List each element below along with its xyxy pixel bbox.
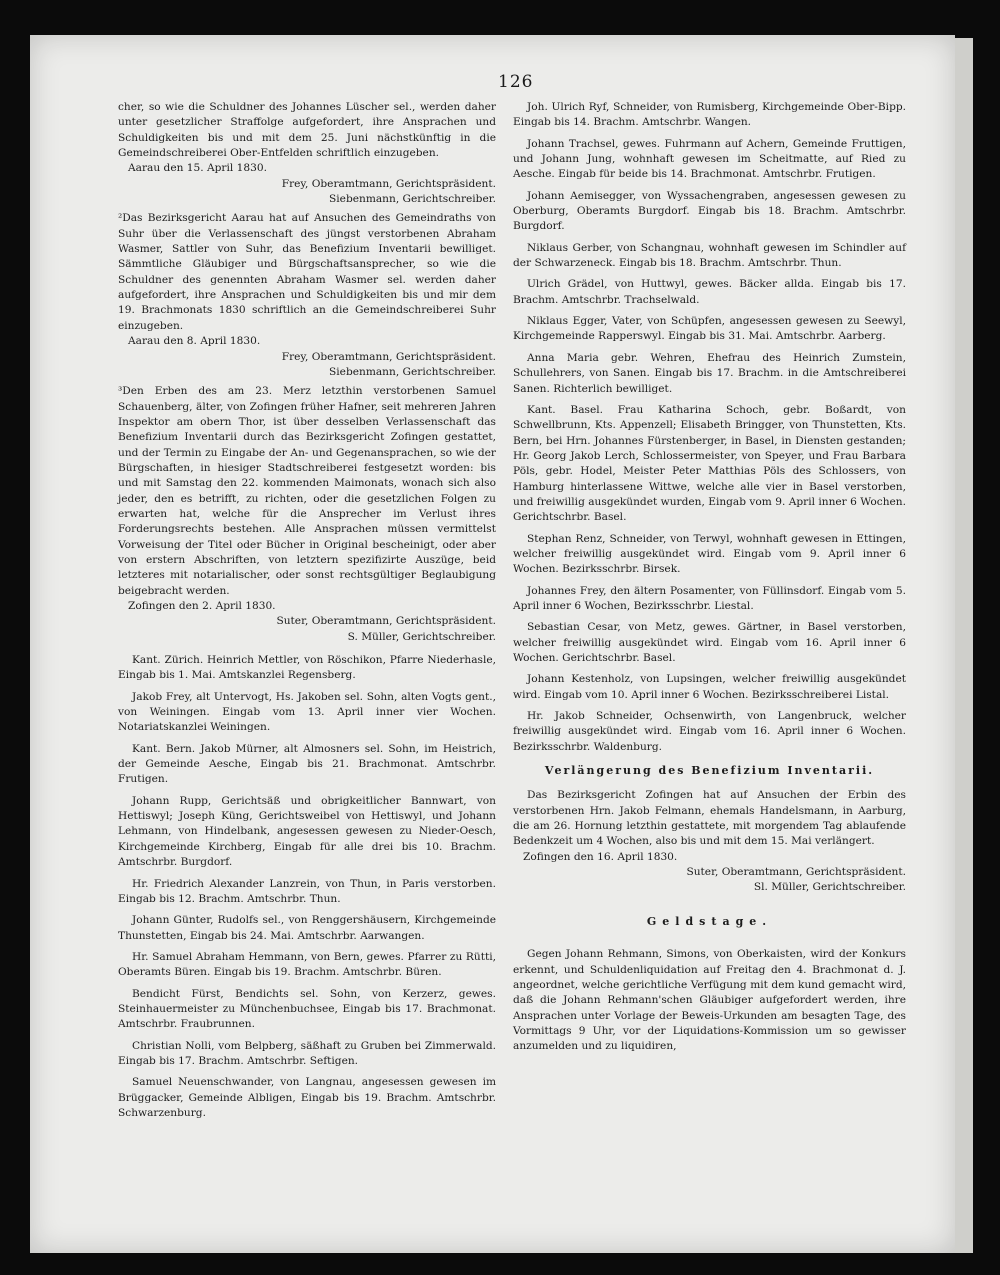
notice-signature: Siebenmann, Gerichtschreiber. xyxy=(329,193,496,206)
entry: Kant. Basel. Frau Katharina Schoch, gebr. Boßardt, von Schwellbrunn, Kts. Appenzell; Elisabeth Bringger, von Thunstetten, Kts. Bern, bei Hrn. Johannes Fürstenberger, in Basel, in Diensten gestanden; Hr. Georg Jakob Lerch, Schlossermeister, von Speyer, und Frau Barbara Pöls, gebr. Hodel, Meister Peter Matthias Pöls des Schlossers, von Hamburg hinterlassene Wittwe, welche alle vier in Basel verstorben, und freiwillig ausgekündet wurden, Eingab vom 9. April inner 6 Wochen. Gerichtschrbr. Basel. xyxy=(513,403,906,524)
entry: Johann Kestenholz, von Lupsingen, welcher freiwillig ausgekündet wird. Eingab vom 10. April inner 6 Wochen. Bezirksschreiberei Listal. xyxy=(513,673,906,701)
entry: Hr. Samuel Abraham Hemmann, von Bern, gewes. Pfarrer zu Rütti, Oberamts Büren. Eingab bis 19. Brachm. Amtschrbr. Büren. xyxy=(118,950,496,979)
left-column xyxy=(118,100,496,1127)
entry: Jakob Frey, alt Untervogt, Hs. Jakoben sel. Sohn, alten Vogts gent., von Weiningen. Eingab vom 13. April inner vier Wochen. Notariatskanzlei Weiningen. xyxy=(118,690,496,734)
notice-date: Zofingen den 16. April 1830. xyxy=(523,850,678,863)
notice-paragraph: Gegen Johann Rehmann, Simons, von Oberkaisten, wird der Konkurs erkennt, und Schuldenliquidation auf Freitag den 4. Brachmonat d. J. angeordnet, welche gerichtliche Verfügung mit dem kund gemacht wird, daß die Johann Rehmann'schen Gläubiger aufgefordert werden, ihre Ansprachen unter Vorlage der Beweis-Urkunden am besagten Tage, des Vormittags 9 Uhr, vor der Liquidations-Kommission um so gewisser anzumelden und zu liquidiren, xyxy=(513,948,906,1053)
entry: Johann Aemisegger, von Wyssachengraben, angesessen gewesen zu Oberburg, Oberamts Burgdorf. Eingab bis 18. Brachm. Amtschrbr. Burgdorf. xyxy=(513,189,906,233)
entry: Hr. Friedrich Alexander Lanzrein, von Thun, in Paris verstorben. Eingab bis 12. Brachm. Amtschrbr. Thun. xyxy=(118,877,496,905)
entry: Kant. Zürich. Heinrich Mettler, von Röschikon, Pfarre Niederhasle, Eingab bis 1. Mai. Amtskanzlei Regensberg. xyxy=(118,654,496,682)
entry: Joh. Ulrich Ryf, Schneider, von Rumisberg, Kirchgemeinde Ober-Bipp. Eingab bis 14. Brachm. Amtschrbr. Wangen. xyxy=(513,101,906,129)
notice-paragraph: Das Bezirksgericht Zofingen hat auf Ansuchen der Erbin des verstorbenen Hrn. Jakob Felmann, ehemals Handelsmann, in Aarburg, die am 26. Hornung letzthin gestattete, mit morgendem Tag ablaufende Bedenkzeit um 4 Wochen, also bis und mit dem 15. Mai verlängert. xyxy=(513,789,906,848)
entry: Niklaus Gerber, von Schangnau, wohnhaft gewesen im Schindler auf der Schwarzeneck. Eingab bis 18. Brachm. Amtschrbr. Thun. xyxy=(513,241,906,270)
notice-signature: Frey, Oberamtmann, Gerichtspräsident. xyxy=(281,350,496,363)
notice-date: Aarau den 8. April 1830. xyxy=(128,335,261,348)
entry: Christian Nolli, vom Belpberg, säßhaft zu Gruben bei Zimmerwald. Eingab bis 17. Brachm. Amtschrbr. Seftigen. xyxy=(118,1039,496,1067)
notice-paragraph: ²Das Bezirksgericht Aarau hat auf Ansuchen des Gemeindraths von Suhr über die Verlassenschaft des jüngst verstorbenen Abraham Wasmer, Sattler von Suhr, das Benefizium Inventarii bewilliget. Sämmtliche Gläubiger und Bürgschaftsansprecher, so wie die Schuldner des genennten Abraham Wasmer sel. werden daher aufgefordert, ihre Ansprachen und Schuldigkeiten bis und mir dem 19. Brachmonats 1830 schriftlich an die Gemeindschreiberei Suhr einzugeben. xyxy=(118,212,496,332)
entry: Johann Günter, Rudolfs sel., von Renggershäusern, Kirchgemeinde Thunstetten, Eingab bis 24. Mai. Amtschrbr. Aarwangen. xyxy=(118,914,496,942)
notice-signature: Siebenmann, Gerichtschreiber. xyxy=(329,365,496,378)
right-column xyxy=(513,100,906,1055)
page-number: 126 xyxy=(498,72,534,92)
section-heading: Geldstage. xyxy=(646,914,773,928)
notice-signature: Frey, Oberamtmann, Gerichtspräsident. xyxy=(281,177,496,190)
notice-date: Zofingen den 2. April 1830. xyxy=(128,600,276,612)
notice-paragraph: ³Den Erben des am 23. Merz letzthin verstorbenen Samuel Schauenberg, älter, von Zofingen früher Hafner, seit mehreren Jahren Inspektor am obern Thor, ist über desselben Verlassenschaft das Benefizium Inventarii durch das Bezirksgericht Zofingen gestattet, und der Termin zu Eingabe der An- und Gegenansprachen, so wie der Bürgschaften, in hiesiger Stadtschreiberei festgesetzt worden: bis und mit Samstag den 22. kommenden Maimonats, wonach sich also jeder, den es betrifft, zu richten, oder die gesetzlichen Folgen zu erwarten hat, welche für die Ansprecher im Verlust ihres Forderungsrechts bestehen. Alle Ansprachen müssen vermittelst Vorweisung der Titel oder Bücher in Original bescheinigt, oder aber von erstern Abschriften, von letztern spezifizirte Auszüge, beid letzteres mit notarialischer, oder sonst rechtsgültiger Beglaubigung beigebracht werden. xyxy=(118,385,496,597)
notice-signature: Suter, Oberamtmann, Gerichtspräsident. xyxy=(686,866,906,879)
entry: Johann Trachsel, gewes. Fuhrmann auf Achern, Gemeinde Fruttigen, und Johann Jung, wohnhaft gewesen im Scheitmatte, auf Ried zu Aesche. Eingab für beide bis 14. Brachmonat. Amtschrbr. Frutigen. xyxy=(513,137,906,181)
entry: Hr. Jakob Schneider, Ochsenwirth, von Langenbruck, welcher freiwillig ausgekündet wird. Eingab vom 16. April inner 6 Wochen. Bezirksschrbr. Waldenburg. xyxy=(513,710,906,753)
entry: Anna Maria gebr. Wehren, Ehefrau des Heinrich Zumstein, Schullehrers, von Sanen. Eingab bis 17. Brachm. in die Amtschreiberei Sanen. Richterlich bewilliget. xyxy=(513,351,906,395)
notice-date: Aarau den 15. April 1830. xyxy=(128,162,267,175)
section-heading: Verlängerung des Benefizium Inventarii. xyxy=(544,764,875,778)
page-edge xyxy=(955,38,973,1253)
entry: Samuel Neuenschwander, von Langnau, angesessen gewesen im Brüggacker, Gemeinde Albligen, Eingab bis 19. Brachm. Amtschrbr. Schwarzenburg. xyxy=(118,1076,496,1119)
entry: Ulrich Grädel, von Huttwyl, gewes. Bäcker allda. Eingab bis 17. Brachm. Amtschrbr. Trachselwald. xyxy=(513,278,906,306)
entry: Bendicht Fürst, Bendichts sel. Sohn, von Kerzerz, gewes. Steinhauermeister zu Münchenbuchsee, Eingab bis 17. Brachmonat. Amtschrbr. Fraubrunnen. xyxy=(118,987,496,1031)
notice-signature: Suter, Oberamtmann, Gerichtspräsident. xyxy=(276,615,496,628)
entry: Johann Rupp, Gerichtsäß und obrigkeitlicher Bannwart, von Hettiswyl; Joseph Küng, Gerichtsweibel von Hettiswyl, und Johann Lehmann, von Hindelbank, angesessen gewesen zu Nieder-Oesch, Kirchgemeinde Kirchberg, Eingab für alle drei bis 10. Brachm. Amtschrbr. Burgdorf. xyxy=(118,794,496,869)
notice-signature: S. Müller, Gerichtschreiber. xyxy=(347,630,496,643)
entry: Johannes Frey, den ältern Posamenter, von Füllinsdorf. Eingab vom 5. April inner 6 Wochen, Bezirksschrbr. Liestal. xyxy=(513,584,906,612)
notice-paragraph: cher, so wie die Schuldner des Johannes Lüscher sel., werden daher unter gesetzlicher Straffolge aufgefordert, ihre Ansprachen und Schuldigkeiten bis und mit dem 25. Juni nächstkünftig in die Gemeindschreiberei Ober-Entfelden schriftlich einzugeben. xyxy=(118,101,496,160)
notice-signature: Sl. Müller, Gerichtschreiber. xyxy=(753,881,906,894)
entry: Niklaus Egger, Vater, von Schüpfen, angesessen gewesen zu Seewyl, Kirchgemeinde Rapperswyl. Eingab bis 31. Mai. Amtschrbr. Aarberg. xyxy=(513,315,906,343)
entry: Sebastian Cesar, von Metz, gewes. Gärtner, in Basel verstorben, welcher freiwillig ausgekündet wird. Eingab vom 16. April inner 6 Wochen. Gerichtschrbr. Basel. xyxy=(513,621,906,664)
entry: Stephan Renz, Schneider, von Terwyl, wohnhaft gewesen in Ettingen, welcher freiwillig ausgekündet wird. Eingab vom 9. April inner 6 Wochen. Bezirksschrbr. Birsek. xyxy=(513,532,906,576)
entry: Kant. Bern. Jakob Mürner, alt Almosners sel. Sohn, im Heistrich, der Gemeinde Aesche, Eingab bis 21. Brachmonat. Amtschrbr. Frutigen. xyxy=(118,742,496,786)
